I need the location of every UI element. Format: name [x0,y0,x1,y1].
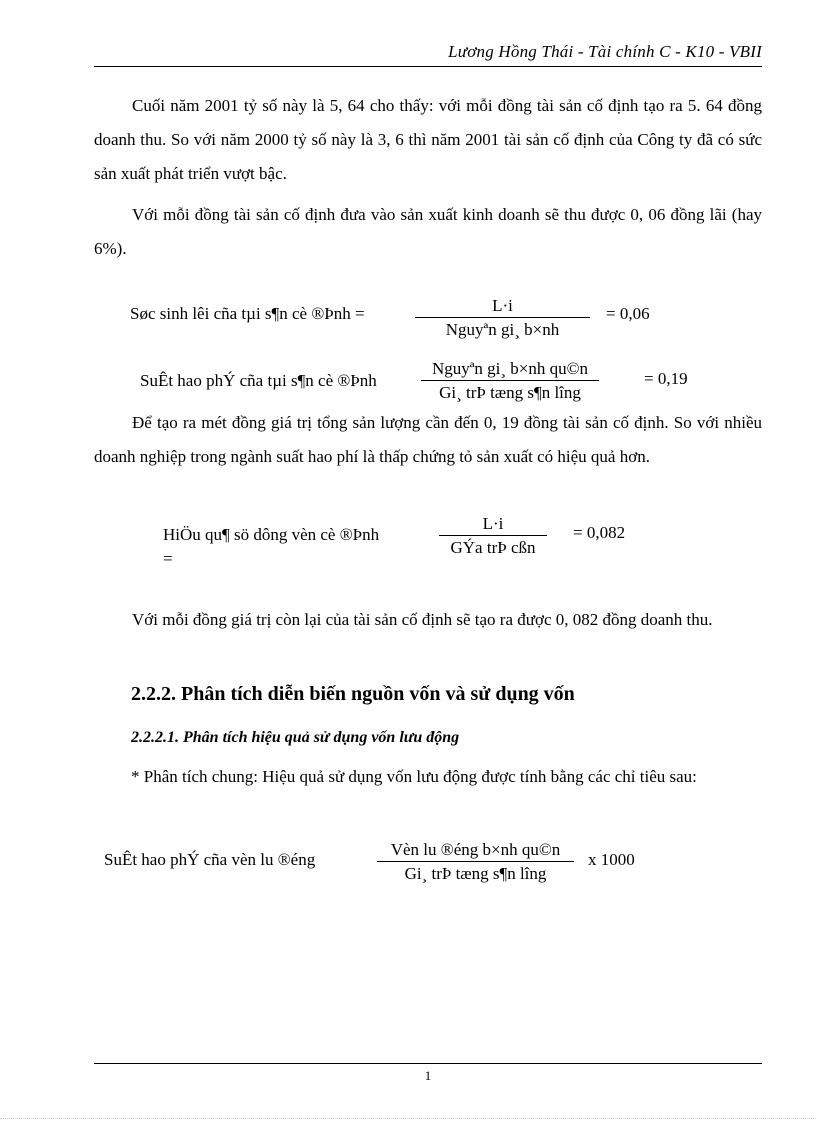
formula-3-label: HiÖu qu¶ sö dông vèn cè ®Þnh [163,525,380,544]
header-rule [94,66,762,67]
paragraph-5: * Phân tích chung: Hiệu quả sử dụng vốn lưu động được tính bằng các chỉ tiêu sau: [131,767,697,786]
fraction-bar [377,861,574,862]
paragraph-1 [94,89,762,191]
formula-4-multiplier: x 1000 [588,850,635,869]
formula-3-label-equals: = [163,549,173,568]
paragraph-3 [94,406,762,474]
formula-3-numerator: L·i [482,514,504,533]
formula-1-numerator: L·i [492,296,513,315]
formula-1-fraction [415,296,590,340]
formula-1-label: Søc sinh lêi cña tµi s¶n cè ®Þnh = [130,304,365,323]
paragraph-1-text: Cuối năm 2001 tỷ số này là 5, 64 cho thấy: với mỗi đồng tài sản cố định tạo ra 5. 64 đồng doanh thu. So với năm 2000 tỷ số này là 3, 6 thì năm 2001 tài sản cố định của Công ty đã có sức sản xuất phát triển vượt bậc. [94,96,762,183]
paragraph-4 [94,603,762,637]
formula-3-result: = 0,082 [573,523,626,542]
section-heading: 2.2.2. Phân tích diễn biến nguồn vốn và sử dụng vốn [131,683,575,705]
formula-2-denominator: Gi¸ trÞ tæng s¶n lîng [439,383,581,402]
formula-4-fraction [377,840,574,884]
footer-rule [94,1063,762,1064]
running-header: Lương Hồng Thái - Tài chính C - K10 - VBII [448,42,762,61]
page-number: 1 [424,1068,432,1083]
formula-2-fraction [421,359,599,403]
formula-2-result: = 0,19 [644,369,688,388]
fraction-bar [415,317,590,318]
formula-4-denominator: Gi¸ trÞ tæng s¶n lîng [404,864,547,883]
formula-4-label: SuÊt hao phÝ cña vèn lu ®éng [104,850,316,869]
formula-1-denominator: Nguyªn gi¸ b×nh [445,320,560,339]
formula-2-label: SuÊt hao phÝ cña tµi s¶n cè ®Þnh [140,371,377,390]
paragraph-3-text: Để tạo ra mét đồng giá trị tổng sản lượng cần đến 0, 19 đồng tài sản cố định. So với nhiều doanh nghiệp trong ngành suất hao phí là thấp chứng tỏ sản xuất có hiệu quả hơn. [94,413,762,466]
paragraph-2 [94,198,762,266]
formula-3-denominator: GÝa trÞ cßn [450,538,536,557]
fraction-bar [421,380,599,381]
formula-2-numerator: Nguyªn gi¸ b×nh qu©n [431,359,589,378]
fraction-bar [439,535,547,536]
formula-3-fraction [439,514,547,558]
paragraph-4-text: Với mỗi đồng giá trị còn lại của tài sản cố định sẽ tạo ra được 0, 082 đồng doanh thu. [132,610,713,629]
formula-1-result: = 0,06 [606,304,650,323]
page-bottom-dotted-edge [0,1118,816,1119]
paragraph-2-text: Với mỗi đồng tài sản cố định đưa vào sản xuất kinh doanh sẽ thu được 0, 06 đồng lãi (hay 6%). [94,205,762,258]
subsection-heading: 2.2.2.1. Phân tích hiệu quả sử dụng vốn lưu động [131,729,460,746]
formula-4-numerator: Vèn lu ®éng b×nh qu©n [390,840,561,859]
